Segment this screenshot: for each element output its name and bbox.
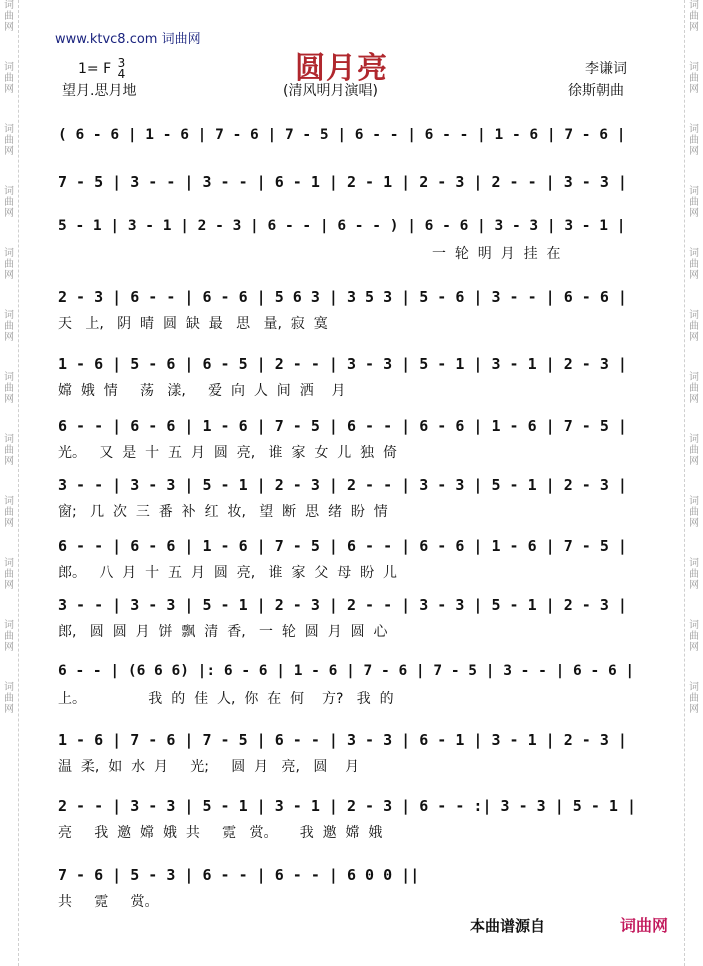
- singer: (清风明月演唱): [283, 83, 378, 99]
- notation-line: 5 - 1 | 3 - 1 | 2 - 3 | 6 - - | 6 - - ) | 6 - 6 | 3 - 3 | 3 - 1 |: [58, 218, 626, 234]
- notation-line: 1 - 6 | 7 - 6 | 7 - 5 | 6 - - | 3 - 3 | 6 - 1 | 3 - 1 | 2 - 3 |: [58, 731, 627, 749]
- watermark-glyph-group: 词 曲 网: [689, 186, 699, 219]
- score-row: [0, 866, 703, 910]
- site-url[interactable]: www.ktvc8.com 词曲网: [55, 32, 201, 47]
- watermark-glyph-group: 词 曲 网: [4, 434, 14, 467]
- score-row: [0, 537, 703, 581]
- watermark-glyph-group: 词 曲 网: [4, 620, 14, 653]
- score-row: [0, 476, 703, 520]
- lyric-line: 天 上, 阴 晴 圆 缺 最 思 量, 寂 寞: [58, 316, 328, 332]
- notation-line: 3 - - | 3 - 3 | 5 - 1 | 2 - 3 | 2 - - | 3 - 3 | 5 - 1 | 2 - 3 |: [58, 476, 627, 494]
- notation-line: 6 - - | 6 - 6 | 1 - 6 | 7 - 5 | 6 - - | 6 - 6 | 1 - 6 | 7 - 5 |: [58, 417, 627, 435]
- notation-line: 7 - 5 | 3 - - | 3 - - | 6 - 1 | 2 - 1 | 2 - 3 | 2 - - | 3 - 3 |: [58, 173, 627, 191]
- watermark-glyph-group: 词 曲 网: [4, 248, 14, 281]
- score-row: [0, 797, 703, 841]
- score-row: [0, 417, 703, 461]
- watermark-glyph-group: 词 曲 网: [689, 496, 699, 529]
- notation-line: 2 - - | 3 - 3 | 5 - 1 | 3 - 1 | 2 - 3 | 6 - - :| 3 - 3 | 5 - 1 |: [58, 797, 636, 815]
- lyric-line: 温 柔, 如 水 月 光; 圆 月 亮, 圆 月: [58, 759, 360, 775]
- subtitle: 望月.思月地: [62, 83, 137, 99]
- watermark-glyph-group: 词 曲 网: [689, 248, 699, 281]
- key-signature: [78, 58, 125, 80]
- lyric-line: 郎, 圆 圆 月 饼 飘 清 香, 一 轮 圆 月 圆 心: [58, 624, 388, 640]
- lyric-line: 郎。 八 月 十 五 月 圆 亮, 谁 家 父 母 盼 儿: [58, 565, 398, 581]
- notation-line: 6 - - | (6 6 6) |: 6 - 6 | 1 - 6 | 7 - 6 | 7 - 5 | 3 - - | 6 - 6 |: [58, 663, 635, 679]
- score-row: [0, 127, 703, 171]
- watermark-glyph-group: 词 曲 网: [689, 124, 699, 157]
- time-bottom: 4: [117, 67, 126, 81]
- watermark-glyph-group: 词 曲 网: [4, 372, 14, 405]
- time-top: 3: [117, 56, 126, 70]
- key-label: 1= F: [78, 61, 112, 77]
- notation-line: ( 6 - 6 | 1 - 6 | 7 - 6 | 7 - 5 | 6 - - | 6 - - | 1 - 6 | 7 - 6 |: [58, 127, 626, 143]
- source-label: 本曲谱源自: [470, 917, 546, 935]
- watermark-glyph-group: 词 曲 网: [4, 496, 14, 529]
- watermark-glyph-group: 词 曲 网: [689, 558, 699, 591]
- watermark-glyph-group: 词 曲 网: [689, 434, 699, 467]
- watermark-glyph-group: 词 曲 网: [4, 124, 14, 157]
- score-row: [0, 173, 703, 217]
- score-row: [0, 663, 703, 707]
- lyric-line: 亮 我 邀 嫦 娥 共 霓 赏。 我 邀 嫦 娥: [58, 825, 383, 841]
- watermark-glyph-group: 词 曲 网: [689, 682, 699, 715]
- notation-line: 2 - 3 | 6 - - | 6 - 6 | 5 6 3 | 3 5 3 | 5 - 6 | 3 - - | 6 - 6 |: [58, 288, 627, 306]
- score-row: [0, 218, 703, 262]
- watermark-glyph-group: 词 曲 网: [4, 682, 14, 715]
- watermark-glyph-group: 词 曲 网: [4, 558, 14, 591]
- score-row: [0, 731, 703, 775]
- watermark-glyph-group: 词 曲 网: [689, 310, 699, 343]
- watermark-glyph-group: 词 曲 网: [689, 620, 699, 653]
- notation-line: 3 - - | 3 - 3 | 5 - 1 | 2 - 3 | 2 - - | 3 - 3 | 5 - 1 | 2 - 3 |: [58, 596, 627, 614]
- watermark-glyph-group: 词 曲 网: [4, 186, 14, 219]
- watermark-glyph-group: 词 曲 网: [689, 0, 699, 33]
- notation-line: 7 - 6 | 5 - 3 | 6 - - | 6 - - | 6 0 0 ||: [58, 866, 420, 884]
- song-title: 圆月亮: [295, 51, 388, 86]
- watermark-glyph-group: 词 曲 网: [4, 0, 14, 33]
- notation-line: 1 - 6 | 5 - 6 | 6 - 5 | 2 - - | 3 - 3 | 5 - 1 | 3 - 1 | 2 - 3 |: [58, 355, 627, 373]
- score-row: [0, 596, 703, 640]
- watermark-glyph-group: 词 曲 网: [689, 372, 699, 405]
- lyric-line: 光。 又 是 十 五 月 圆 亮, 谁 家 女 儿 独 倚: [58, 445, 398, 461]
- score-row: [0, 355, 703, 399]
- score-row: [0, 288, 703, 332]
- time-signature: [118, 58, 126, 80]
- watermark-glyph-group: 词 曲 网: [4, 310, 14, 343]
- watermark-glyph-group: 词 曲 网: [689, 62, 699, 95]
- lyricist: 李谦词: [585, 61, 627, 77]
- watermark-glyph-group: 词 曲 网: [4, 62, 14, 95]
- lyric-line: 上。 我 的 佳 人, 你 在 何 方? 我 的: [58, 691, 394, 707]
- notation-line: 6 - - | 6 - 6 | 1 - 6 | 7 - 5 | 6 - - | 6 - 6 | 1 - 6 | 7 - 5 |: [58, 537, 627, 555]
- source-site-link[interactable]: 词曲网: [620, 916, 669, 935]
- lyric-line: 嫦 娥 情 荡 漾, 爱 向 人 间 洒 月: [58, 383, 346, 399]
- lyric-line: 窗; 几 次 三 番 补 红 妆, 望 断 思 绪 盼 情: [58, 504, 388, 520]
- lyric-line: 共 霓 赏。: [58, 894, 159, 910]
- composer: 徐斯朝曲: [568, 83, 624, 99]
- lyric-line: 一 轮 明 月 挂 在: [432, 246, 561, 262]
